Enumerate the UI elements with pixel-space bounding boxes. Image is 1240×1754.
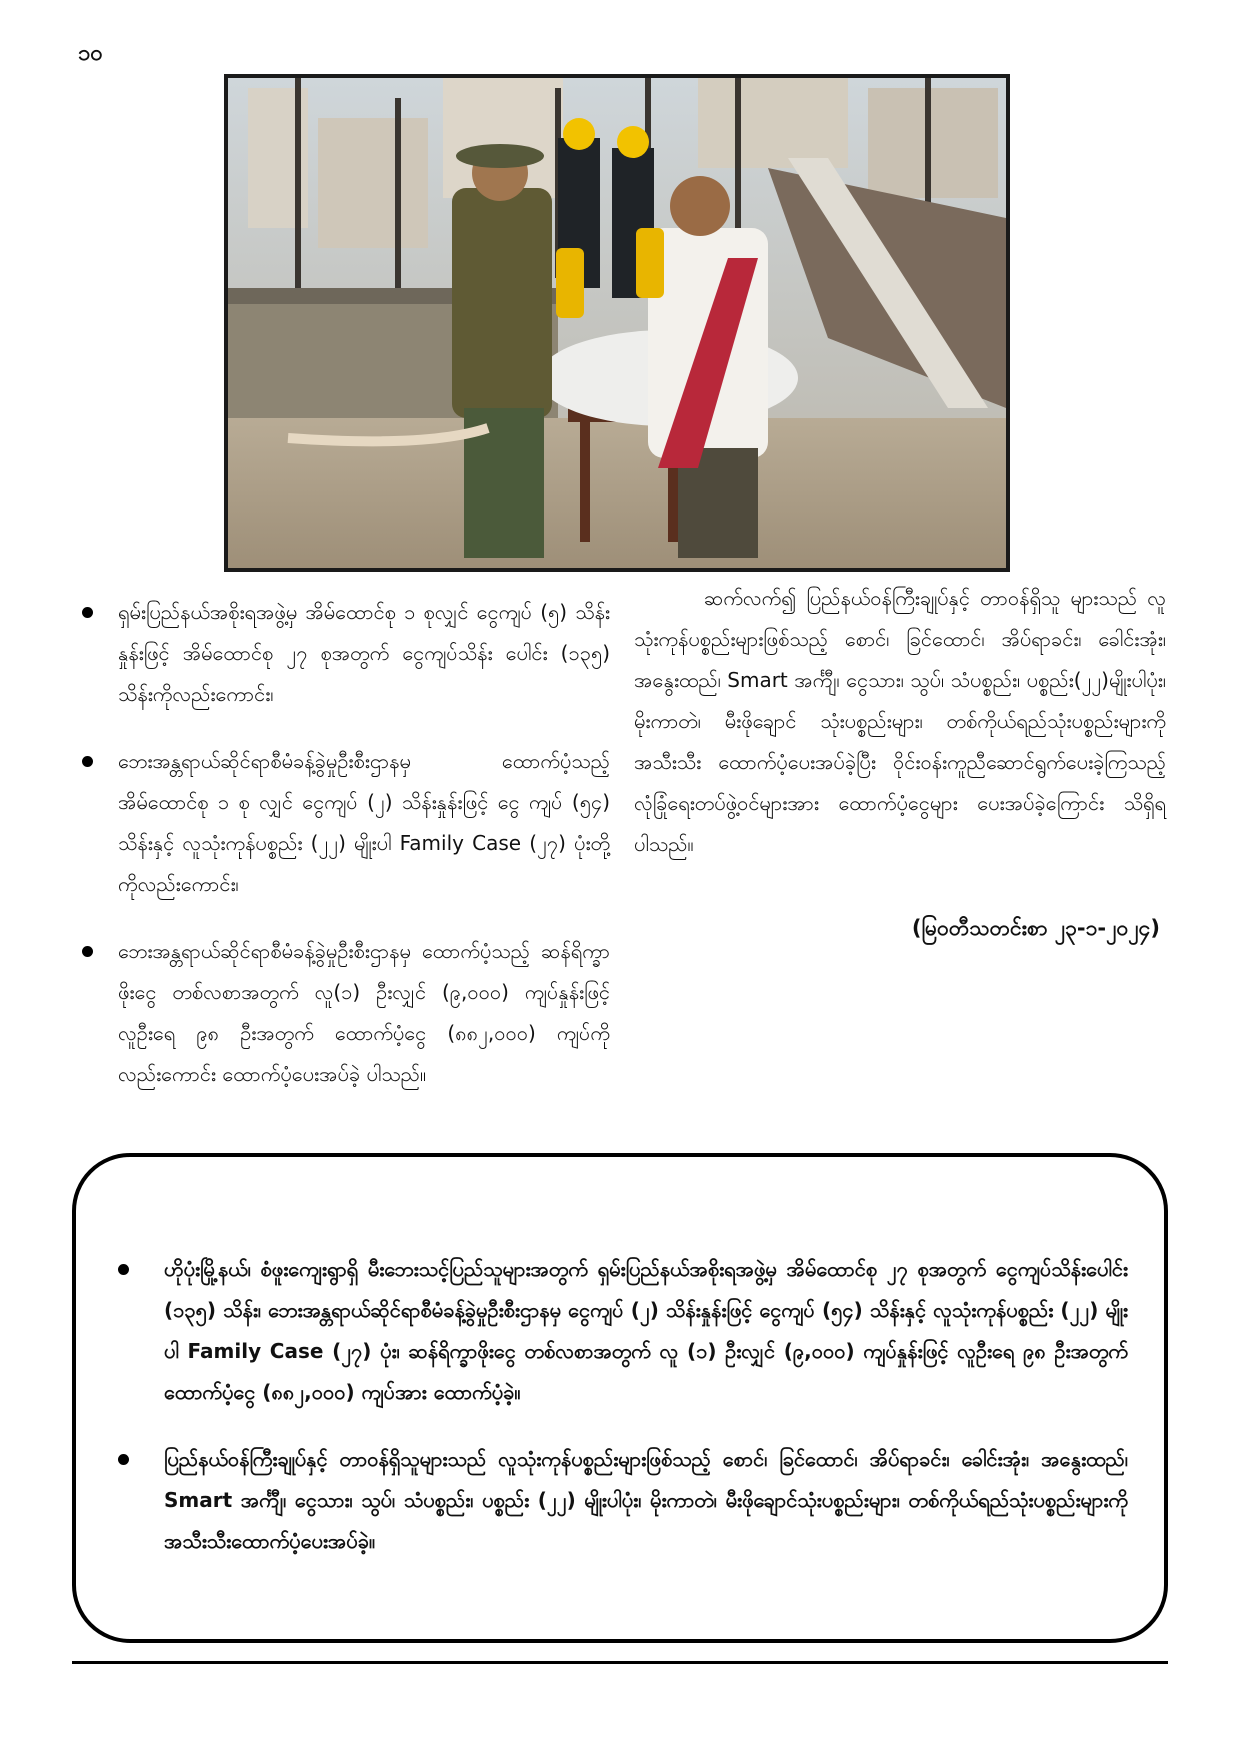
page-number: ၁၀: [78, 41, 103, 66]
list-item: ဘေးအန္တရာယ်ဆိုင်ရာစီမံခန့်ခွဲမှုဦးစီးဌာနမှ ထောက်ပံ့သည့် အိမ်ထောင်စု ၁ စု လျှင် ငွေကျပ် (၂) သိန်းနှုန်းဖြင့် ငွေ ကျပ် (၅၄) သိန်းနှင့် လူသုံးကုန်ပစ္စည်း (၂၂) မျိုးပါ Family Case (၂၇) ပုံးတို့ကိုလည်းကောင်း၊: [78, 741, 610, 905]
bullet-icon: [118, 1454, 129, 1465]
bullet-icon: [118, 1264, 129, 1275]
summary-item: ဟိုပုံးမြို့နယ်၊ စံဖူးကျေးရွာရှိ မီးဘေးသင့်ပြည်သူများအတွက် ရှမ်းပြည်နယ်အစိုးရအဖွဲ့မှ အိမ်ထောင်စု ၂၇ စုအတွက် ငွေကျပ်သိန်းပေါင်း (၁၃၅) သိန်း၊ ဘေးအန္တရာယ်ဆိုင်ရာစီမံခန့်ခွဲမှုဦးစီးဌာနမှ ငွေကျပ် (၂) သိန်းနှုန်းဖြင့် ငွေကျပ် (၅၄) သိန်းနှင့် လူသုံးကုန်ပစ္စည်း (၂၂) မျိုးပါ Family Case (၂၇) ပုံး၊ ဆန်ရိက္ခာဖိုးငွေ တစ်လစာအတွက် လူ (၁) ဦးလျှင် (၉,၀၀၀) ကျပ်နှုန်းဖြင့် လူဦးရေ ၉၈ ဦးအတွက် ထောက်ပံ့ငွေ (၈၈၂,၀၀၀) ကျပ်အား ထောက်ပံ့ခဲ့။: [116, 1249, 1128, 1413]
bullet-icon: [82, 756, 93, 767]
footer-divider: [72, 1661, 1168, 1664]
bullet-icon: [82, 946, 93, 957]
body-paragraph: ဆက်လက်၍ ပြည်နယ်ဝန်ကြီးချုပ်နှင့် တာဝန်ရှိသူ များသည် လူသုံးကုန်ပစ္စည်းများဖြစ်သည့် စောင်၊ ခြင်ထောင်၊ အိပ်ရာခင်း၊ ခေါင်းအုံး၊ အနွေးထည်၊ Smart အင်္ကျီ၊ ငွေသား၊ သွပ်၊ သံပစ္စည်း၊ ပစ္စည်း(၂၂)မျိုးပါပုံး၊ မိုးကာတဲ၊ မီးဖိုချောင် သုံးပစ္စည်းများ၊ တစ်ကိုယ်ရည်သုံးပစ္စည်းများကို အသီးသီး ထောက်ပံ့ပေးအပ်ခဲ့ပြီး ဝိုင်းဝန်းကူညီဆောင်ရွက်ပေးခဲ့ကြသည့် လုံခြုံရေးတပ်ဖွဲ့ဝင်များအား ထောက်ပံ့ငွေများ ပေးအပ်ခဲ့ကြောင်း သိရှိရပါသည်။: [634, 586, 1166, 856]
summary-box: [72, 1153, 1168, 1643]
left-column: [78, 592, 610, 1121]
source-citation: (မြဝတီသတင်းစာ ၂၃-၁-၂၀၂၄): [911, 916, 1160, 940]
right-column: [634, 578, 1166, 946]
list-item: ရှမ်းပြည်နယ်အစိုးရအဖွဲ့မှ အိမ်ထောင်စု ၁ စုလျှင် ငွေကျပ် (၅) သိန်းနှုန်းဖြင့် အိမ်ထောင်စု ၂၇ စုအတွက် ငွေကျပ်သိန်း ပေါင်း (၁၃၅) သိန်းကိုလည်းကောင်း၊: [78, 592, 610, 715]
list-item: ဘေးအန္တရာယ်ဆိုင်ရာစီမံခန့်ခွဲမှုဦးစီးဌာနမှ ထောက်ပံ့သည့် ဆန်ရိက္ခာဖိုးငွေ တစ်လစာအတွက် လူ(၁) ဦးလျှင် (၉,၀၀၀) ကျပ်နှုန်းဖြင့် လူဦးရေ ၉၈ ဦးအတွက် ထောက်ပံ့ငွေ (၈၈၂,၀၀၀) ကျပ်ကိုလည်းကောင်း ထောက်ပံ့ပေးအပ်ခဲ့ ပါသည်။: [78, 931, 610, 1095]
summary-item: ပြည်နယ်ဝန်ကြီးချုပ်နှင့် တာဝန်ရှိသူများသည် လူသုံးကုန်ပစ္စည်းများဖြစ်သည့် စောင်၊ ခြင်ထောင်၊ အိပ်ရာခင်း၊ ခေါင်းအုံး၊ အနွေးထည်၊ Smart အင်္ကျီ၊ ငွေသား၊ သွပ်၊ သံပစ္စည်း၊ ပစ္စည်း (၂၂) မျိုးပါပုံး၊ မိုးကာတဲ၊ မီးဖိုချောင်သုံးပစ္စည်းများ၊ တစ်ကိုယ်ရည်သုံးပစ္စည်းများကို အသီးသီးထောက်ပံ့ပေးအပ်ခဲ့။: [116, 1439, 1128, 1562]
photo-donation-scene-icon: [228, 78, 1006, 568]
bullet-icon: [82, 607, 93, 618]
news-photo: [224, 74, 1010, 572]
